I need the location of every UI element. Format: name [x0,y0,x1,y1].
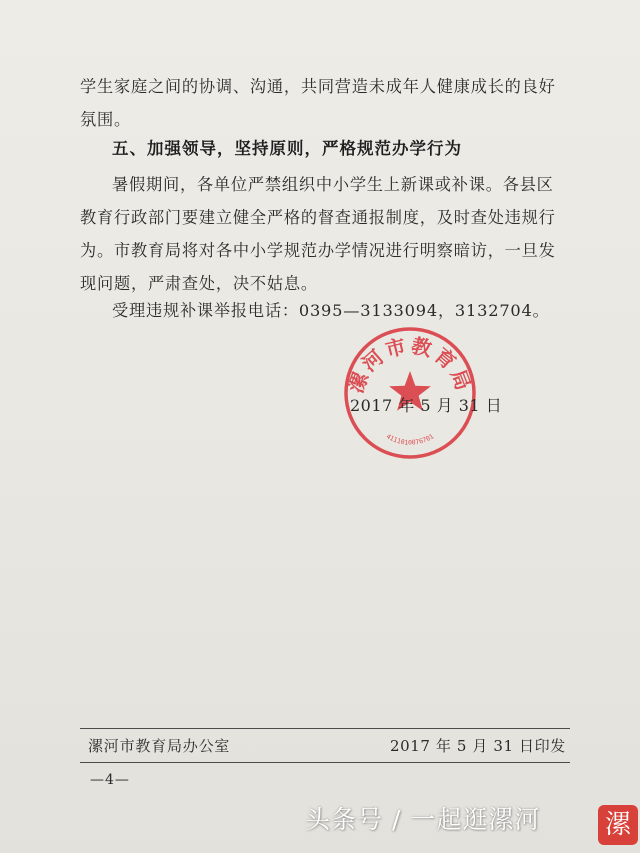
svg-text:4111010076701: 4111010076701 [384,432,436,447]
svg-text:漯河市教育局: 漯河市教育局 [343,333,477,397]
footer-issue-date: 2017 年 5 月 31 日印发 [390,737,566,755]
footer-issuer: 漯河市教育局办公室 [88,737,231,755]
footer-bottom-rule [80,762,570,763]
page-number: —4— [90,772,130,788]
watermark-logo-icon: 漯 [598,805,638,845]
sign-date: 2017 年 5 月 31 日 [350,396,503,415]
footer-top-rule [80,728,570,729]
hotline-text: 受理违规补课举报电话：0395—3133094，3132704。 [112,301,550,320]
section-heading: 五、加强领导，坚持原则，严格规范办学行为 [112,139,462,158]
paragraph-top: 学生家庭之间的协调、沟通，共同营造未成年人健康成长的良好氛围。 [80,77,556,129]
paragraph-main: 暑假期间，各单位严禁组织中小学生上新课或补课。各县区教育行政部门要建立健全严格的督查通报制度，及时查处违规行为。市教育局将对各中小学规范办学情况进行明察暗访，一旦发现问题，严肃查处，决不姑息。 [80,175,556,293]
watermark-text: 头条号 / 一起逛漯河 [305,805,541,834]
